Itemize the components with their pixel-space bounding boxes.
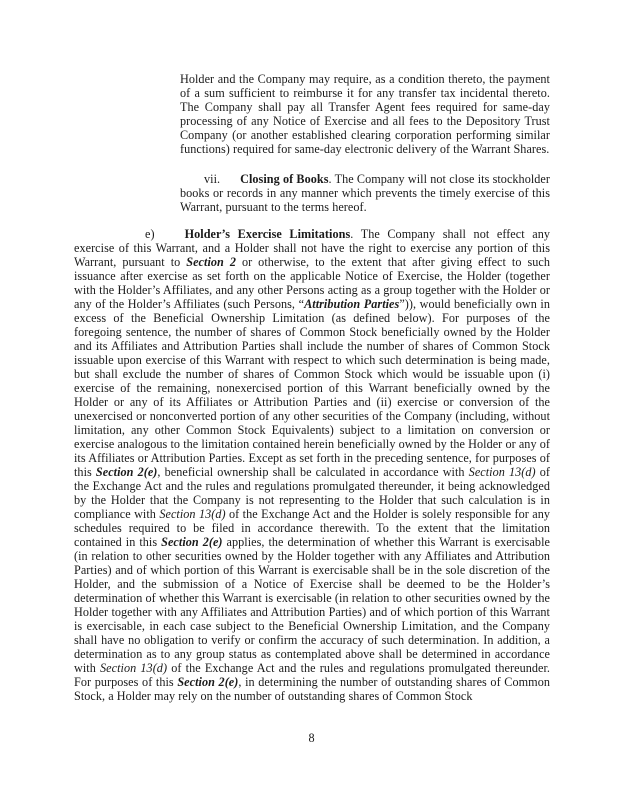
text-run: Section 13(d) [468,465,536,479]
text-run: of the Exchange Act and the Holder is solely responsible for any schedules required to be filed in accordance therewith. To the extent that the limitation contained in this [74,507,554,549]
text-run: , beneficial ownership shall be calculated in accordance with [157,465,469,479]
text-run: . The Company will not close its stockholder books or records in any manner which prevents the timely exercise of this Warrant, pursuant to the terms hereof. [180,172,554,214]
paragraph-holders-exercise-limitations [74,227,554,703]
text-run: . The Company shall not effect any exercise of this Warrant, and a Holder shall not have the right to exercise any portion of this Warrant, pursuant to [74,227,554,269]
page-number: 8 [308,731,315,745]
text-run: of the Exchange Act and the rules and regulations promulgated thereunder, it being acknowledged by the Holder that the Company is not representing to the Holder that such calculation is in compliance with [74,465,554,521]
paragraph-closing-of-books [180,172,554,214]
text-run: Holder and the Company may require, as a condition thereto, the payment of a sum sufficient to reimburse it for any transfer tax incidental thereto. The Company shall pay all Transfer Agent fees required for same-day processing of any Notice of Exercise and all fees to the Depository Trust Company (or another established clearing corporation performing similar functions) required for same-day electronic delivery of the Warrant Shares. [180,72,554,156]
text-run: or otherwise, to the extent that after giving effect to such issuance after exercise as set forth on the applicable Notice of Exercise, the Holder (together with the Holder’s Affiliates, and any other Persons acting as a group together with the Holder or any of the Holder’s Affiliates (such Persons, “ [74,255,554,311]
text-run: Section 2 [186,255,236,269]
text-run: Holder’s Exercise Limitations [184,227,351,241]
text-run: vii. [204,172,221,186]
text-run: Attribution Parties [304,297,400,311]
text-run: Section 2(e) [161,535,223,549]
text-run: ”)), would beneficially own in excess of the Beneficial Ownership Limitation (as defined below). For purposes of the foregoing sentence, the number of shares of Common Stock beneficially owned by the Holder and its Affiliates and Attribution Parties shall include the number of shares of Common Stock issuable upon exercise of this Warrant with respect to which such determination is being made, but shall exclude the number of shares of Common Stock which would be issuable upon (i) exercise of the remaining, nonexercised portion of this Warrant beneficially owned by the Holder or any of its Affiliates or Attribution Parties and (ii) exercise or conversion of the unexercised or nonconverted portion of any other securities of the Company (including, without limitation, any other Common Stock Equivalents) subject to a limitation on conversion or exercise analogous to the limitation contained herein beneficially owned by the Holder or any of its Affiliates or Attribution Parties. Except as set forth in the preceding sentence, for purposes of this [74,297,554,479]
document-body [74,72,554,703]
text-run: Section 13(d) [159,507,226,521]
text-run: Section 2(e) [95,465,158,479]
text-run: applies, the determination of whether this Warrant is exercisable (in relation to other securities owned by the Holder together with any Affiliates and Attribution Parties) and of which portion of this Warrant is exercisable shall be in the sole discretion of the Holder, and the submission of a Notice of Exercise shall be deemed to be the Holder’s determination of whether this Warrant is exercisable (in relation to other securities owned by the Holder together with any Affiliates and Attribution Parties) and of which portion of this Warrant is exercisable, in each case subject to the Beneficial Ownership Limitation, and the Company shall have no obligation to verify or confirm the accuracy of such determination. In addition, a determination as to any group status as contemplated above shall be determined in accordance with [74,535,554,675]
text-run: Section 13(d) [100,661,168,675]
text-run: Section 2(e) [177,675,239,689]
text-run: e) [145,227,155,241]
text-run: , in determining the number of outstanding shares of Common Stock, a Holder may rely on the number of outstanding shares of Common Stock [74,675,554,703]
text-run: of the Exchange Act and the rules and regulations promulgated thereunder. For purposes of this [74,661,554,689]
paragraph-transfer-fees [180,72,554,156]
text-run: Closing of Books [240,172,329,186]
